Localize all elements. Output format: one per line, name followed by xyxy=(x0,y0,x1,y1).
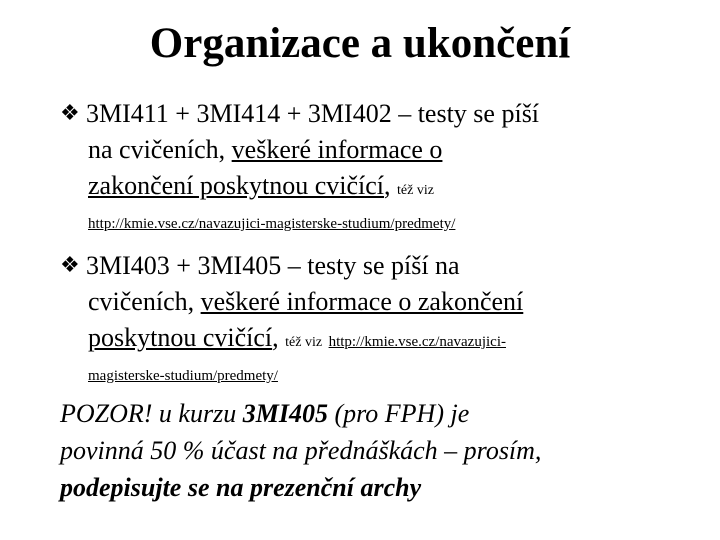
bullet-1-line-3 xyxy=(60,168,700,209)
bullet-item-2 xyxy=(60,247,700,387)
note-line-1 xyxy=(60,395,700,432)
bullet-2-courses: 3MI403 + 3MI405 xyxy=(86,251,282,280)
bullet-1-see-also: též viz xyxy=(397,183,434,198)
bullet-2-line-3 xyxy=(60,320,700,361)
bullet-2-link-part-1[interactable]: http://kmie.vse.cz/navazujici- xyxy=(328,334,506,350)
bullet-item-1 xyxy=(60,95,700,235)
bullet-2-underlined-1: veškeré informace o zakončení xyxy=(200,287,524,316)
bullet-1-text-1: – testy se píší xyxy=(391,99,540,128)
bullet-1-comma: , xyxy=(384,171,398,200)
bullet-2-link-part-2[interactable]: magisterske-studium/predmety/ xyxy=(88,368,278,384)
bullet-2-link-line xyxy=(60,361,700,387)
bullet-1-text-2: na cvičeních, xyxy=(88,135,232,164)
warning-note xyxy=(60,395,700,506)
bullet-2-comma: , xyxy=(272,323,286,352)
note-text-2: (pro FPH) je xyxy=(327,399,470,428)
bullet-1-link-line xyxy=(60,209,700,235)
bullet-2-see-also: též viz xyxy=(285,335,323,350)
bullet-2-underlined-2: poskytnou cvičící xyxy=(88,323,273,352)
note-course-code: 3MI405 xyxy=(242,399,328,428)
bullet-1-link[interactable]: http://kmie.vse.cz/navazujici-magisterske-studium/predmety/ xyxy=(88,216,456,232)
bullet-1-line-2 xyxy=(60,132,700,168)
diamond-bullet-icon: ❖ xyxy=(60,252,80,277)
bullet-1-courses: 3MI411 + 3MI414 + 3MI402 xyxy=(86,99,392,128)
bullet-1-line-1 xyxy=(60,95,700,132)
note-line-3: podepisujte se na prezenční archy xyxy=(60,473,422,502)
bullet-2-text-1: – testy se píší na xyxy=(281,251,460,280)
note-text-1: POZOR! u kurzu xyxy=(60,399,243,428)
bullet-1-underlined-1: veškeré informace o xyxy=(231,135,443,164)
diamond-bullet-icon: ❖ xyxy=(60,100,80,125)
bullet-2-line-1 xyxy=(60,247,700,284)
note-line-2: povinná 50 % účast na přednáškách – prosím, xyxy=(60,436,542,465)
slide-title: Organizace a ukončení xyxy=(149,20,571,67)
bullet-1-underlined-2: zakončení poskytnou cvičící xyxy=(88,171,385,200)
bullet-2-text-2: cvičeních, xyxy=(88,287,201,316)
bullet-2-line-2 xyxy=(60,284,700,320)
